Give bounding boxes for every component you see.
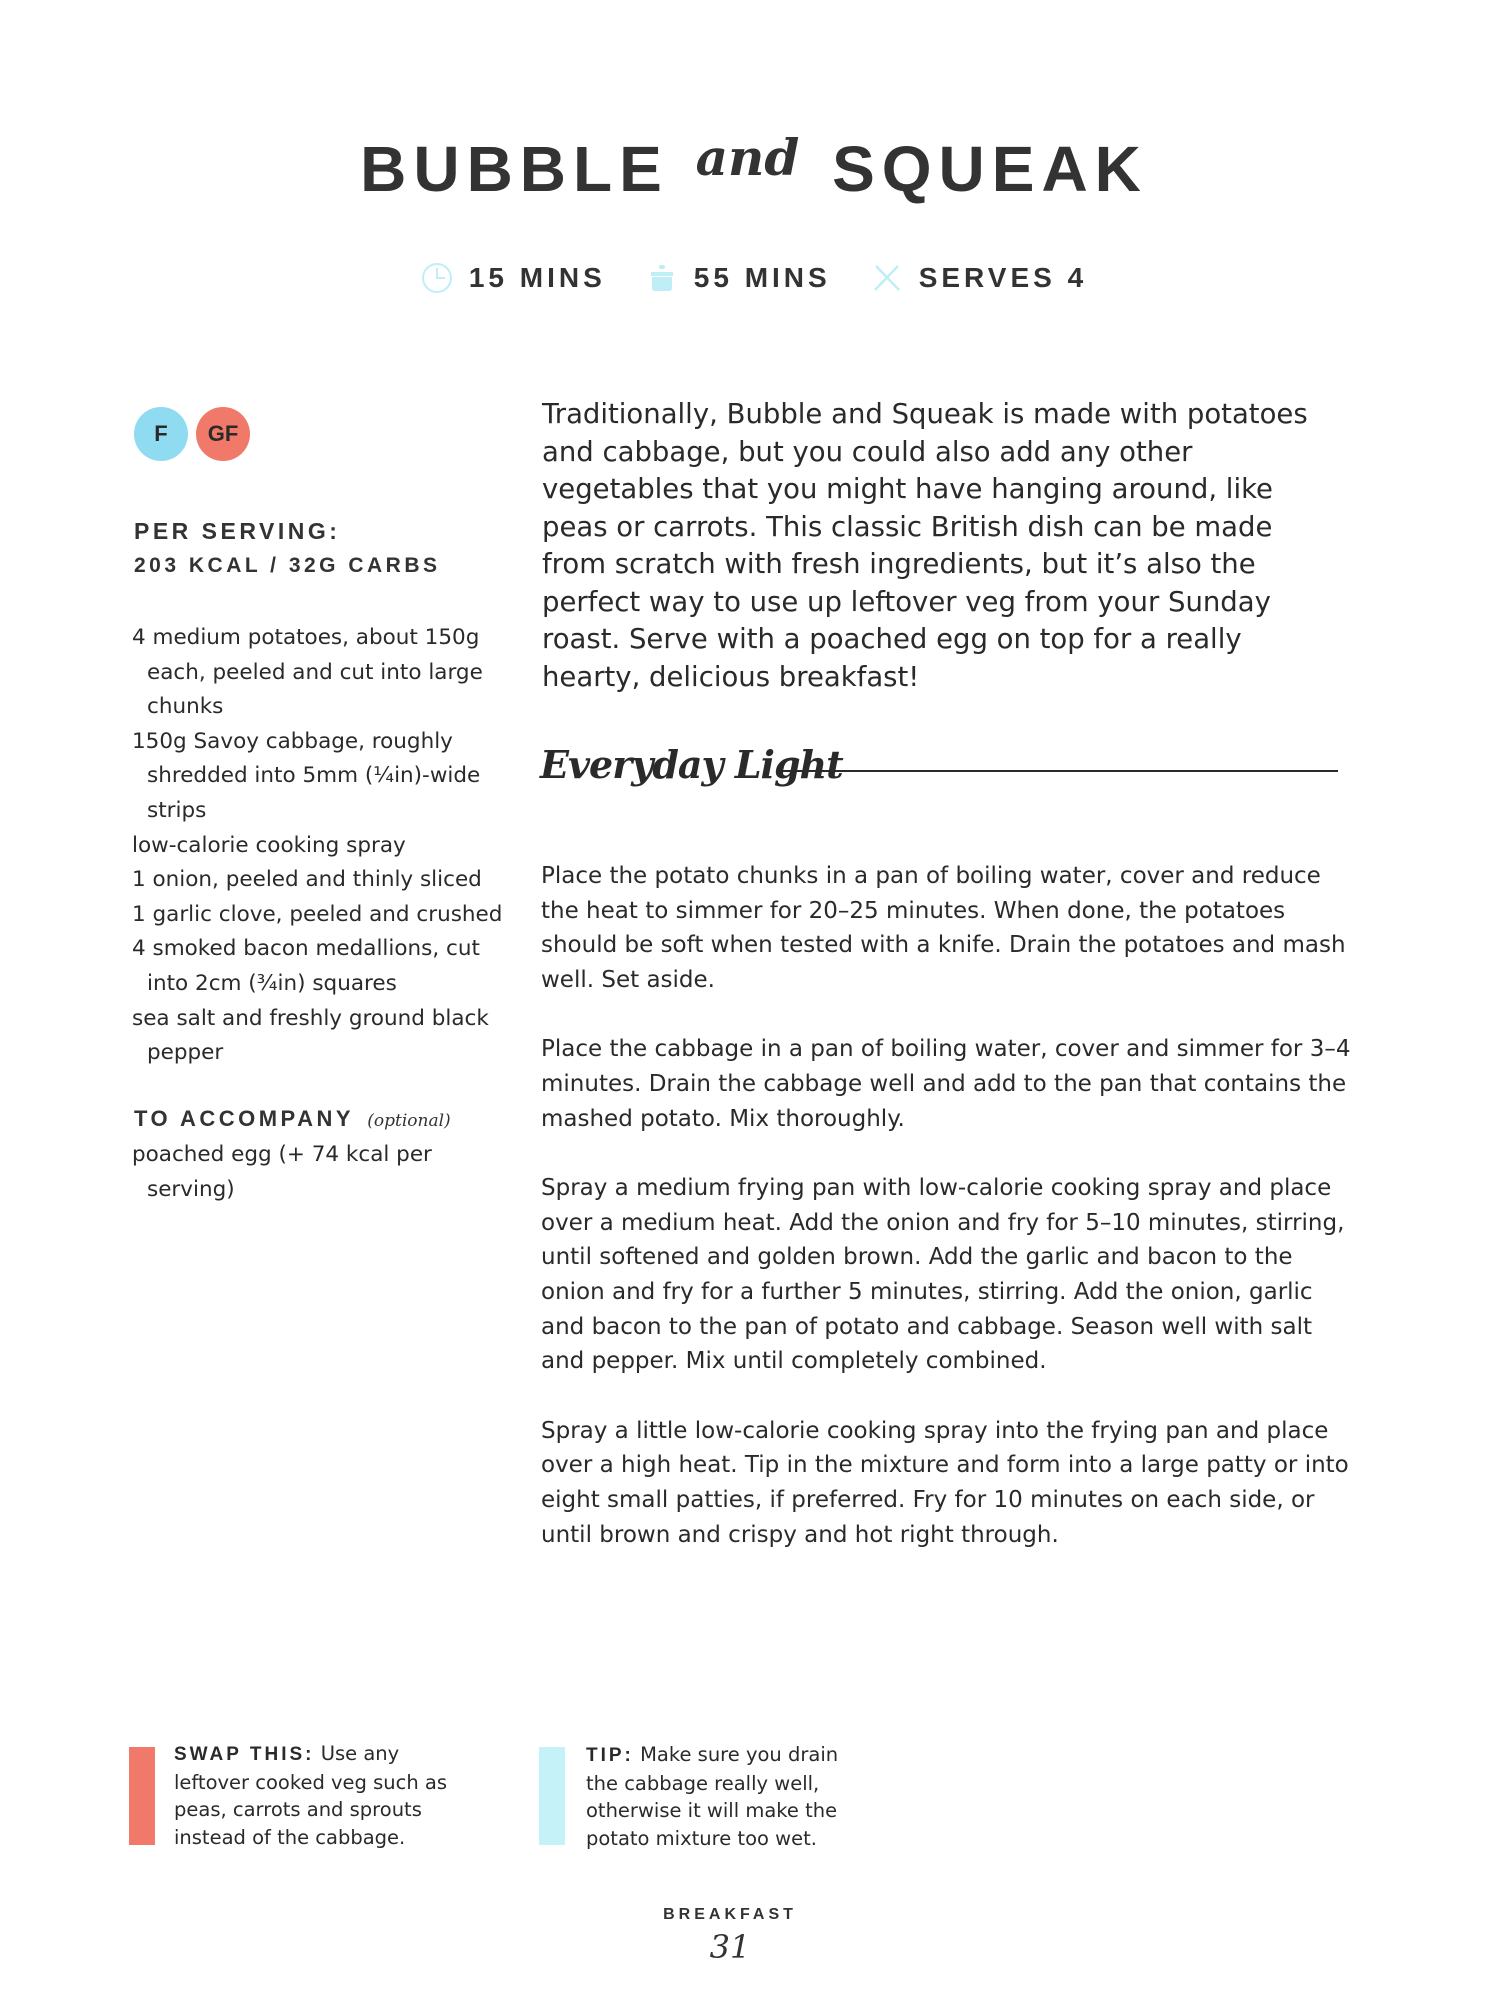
prep-time-text: 15 MINS [468, 262, 606, 293]
gluten-free-badge: GF [196, 407, 250, 461]
prep-time [421, 262, 606, 294]
accompany-heading [134, 1106, 451, 1132]
title-and: and [695, 128, 800, 187]
method-steps [541, 859, 1351, 1587]
page-number: 31 [709, 1928, 751, 1966]
tip-accent-bar [539, 1747, 565, 1845]
tip-label: TIP: [586, 1745, 634, 1766]
title-part1: BUBBLE [360, 133, 669, 205]
swap-tip [174, 1740, 474, 1851]
cook-time [646, 262, 831, 294]
section-divider [778, 770, 1338, 772]
method-step: Place the cabbage in a pan of boiling water, cover and simmer for 3–4 minutes. Drain the cabbage well and add to the pan that contains the mashed potato. Mix thoroughly. [541, 1036, 1351, 1132]
swap-accent-bar [129, 1747, 155, 1845]
method-step: Spray a little low-calorie cooking spray into the frying pan and place over a high heat. Tip in the mixture and form into a large patty or into eight small patties, if preferred. Fry for 10 minutes on each side, or until brown and crispy and hot right through. [541, 1417, 1349, 1548]
method-step: Place the potato chunks in a pan of boiling water, cover and reduce the heat to simmer for 20–25 minutes. When done, the potatoes should be soft when tested with a knife. Drain the potatoes and mash well. Set aside. [541, 863, 1346, 993]
recipe-meta [0, 262, 1508, 294]
accompany-list [132, 1138, 512, 1207]
footer-section-name: BREAKFAST [663, 1906, 797, 1923]
recipe-title [0, 128, 1508, 206]
ingredient-item: 4 medium potatoes, about 150g each, peeled and cut into large chunks [132, 625, 483, 720]
tip-body: Make sure you drain the cabbage really well, otherwise it will make the potato mixture too wet. [586, 1743, 839, 1850]
per-serving-heading: PER SERVING: [134, 518, 341, 544]
nutrition-values: 203 KCAL / 32G CARBS [134, 554, 441, 577]
serves [871, 262, 1087, 294]
recipe-intro: Traditionally, Bubble and Squeak is made with potatoes and cabbage, but you could also add any other vegetables that you might have hanging around, like peas or carrots. This classic British dish can be made from scratch with fresh ingredients, but it’s also the perfect way to use up leftover veg from your Sunday roast. Serve with a poached egg on top for a really hearty, delicious breakfast! [542, 398, 1308, 693]
section-label: Everyday Light [540, 742, 843, 787]
accompany-heading-text: TO ACCOMPANY [134, 1106, 354, 1131]
clock-icon [421, 262, 453, 294]
ingredient-item: low-calorie cooking spray [132, 832, 406, 858]
serves-text: SERVES 4 [918, 262, 1088, 293]
ingredient-item: 1 garlic clove, peeled and crushed [132, 901, 503, 927]
pot-icon [646, 262, 678, 294]
ingredient-item: sea salt and freshly ground black pepper [132, 1005, 489, 1066]
cutlery-icon [871, 262, 903, 294]
ingredient-list [132, 621, 512, 1071]
method-step: Spray a medium frying pan with low-calorie cooking spray and place over a medium heat. Add the onion and fry for 5–10 minutes, stirring, until softened and golden brown. Add the garlic and bacon to the onion and fry for a further 5 minutes, stirring. Add the onion, garlic and bacon to the pan of potato and cabbage. Season well with salt and pepper. Mix until completely combined. [541, 1175, 1345, 1375]
freezer-badge: F [134, 407, 188, 461]
accompany-item: poached egg (+ 74 kcal per serving) [132, 1142, 432, 1202]
ingredient-item: 150g Savoy cabbage, roughly shredded into 5mm (¼in)-wide strips [132, 728, 481, 823]
ingredient-item: 1 onion, peeled and thinly sliced [132, 867, 482, 893]
swap-label: SWAP THIS: [174, 1744, 315, 1765]
cook-time-text: 55 MINS [693, 262, 831, 293]
ingredient-item: 4 smoked bacon medallions, cut into 2cm (¾in) squares [132, 936, 480, 996]
cooking-tip [586, 1741, 876, 1852]
swap-body: Use any leftover cooked veg such as peas, carrots and sprouts instead of the cabbage. [174, 1742, 448, 1849]
optional-label: (optional) [367, 1111, 451, 1131]
title-part2: SQUEAK [832, 133, 1148, 205]
